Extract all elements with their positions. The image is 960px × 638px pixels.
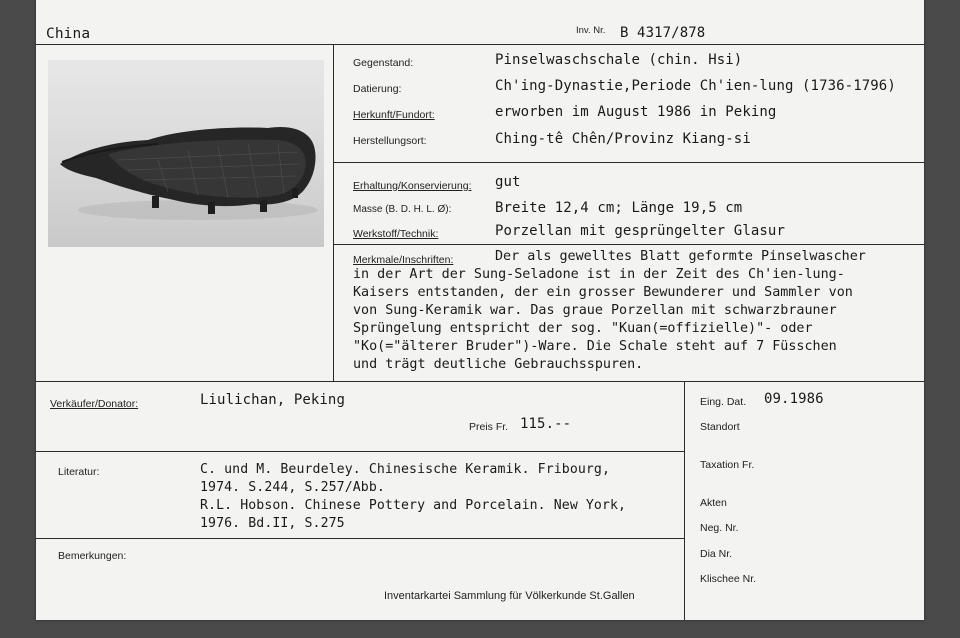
werkstoff-label: Werkstoff/Technik: bbox=[353, 228, 439, 240]
literatur-line: C. und M. Beurdeley. Chinesische Keramik. Fribourg, bbox=[200, 462, 611, 477]
erhaltung-value: gut bbox=[495, 174, 521, 190]
standort-label: Standort bbox=[700, 421, 740, 433]
eing-dat-value: 09.1986 bbox=[764, 391, 824, 407]
object-photo bbox=[48, 60, 324, 247]
dia-nr-label: Dia Nr. bbox=[700, 548, 733, 560]
gegenstand-value: Pinselwaschschale (chin. Hsi) bbox=[495, 52, 743, 68]
header-rule bbox=[36, 44, 924, 45]
neg-nr-label: Neg. Nr. bbox=[700, 522, 739, 534]
inv-nr-value: B 4317/878 bbox=[620, 25, 706, 41]
condition-rule bbox=[333, 244, 924, 245]
taxation-label: Taxation Fr. bbox=[700, 459, 755, 471]
herkunft-label: Herkunft/Fundort: bbox=[353, 109, 435, 121]
erhaltung-label: Erhaltung/Konservierung: bbox=[353, 180, 472, 192]
footer-institution: Inventarkartei Sammlung für Völkerkunde St.Gallen bbox=[384, 590, 635, 602]
masse-label: Masse (B. D. H. L. Ø): bbox=[353, 204, 452, 215]
eing-dat-label: Eing. Dat. bbox=[700, 396, 747, 408]
literatur-line: 1974. S.244, S.257/Abb. bbox=[200, 480, 385, 495]
literature-rule bbox=[36, 538, 684, 539]
merkmale-text bbox=[353, 248, 925, 374]
verkaeufer-label: Verkäufer/Donator: bbox=[50, 398, 139, 410]
brush-washer-image bbox=[48, 60, 324, 247]
herkunft-value: erworben im August 1986 in Peking bbox=[495, 104, 777, 120]
datierung-label: Datierung: bbox=[353, 83, 402, 95]
klischee-nr-label: Klischee Nr. bbox=[700, 573, 757, 585]
herstellungsort-value: Ching-tê Chên/Provinz Kiang-si bbox=[495, 131, 751, 147]
merkmale-line: und trägt deutliche Gebrauchsspuren. bbox=[353, 357, 644, 372]
literatur-label: Literatur: bbox=[58, 466, 100, 478]
gegenstand-label: Gegenstand: bbox=[353, 57, 414, 69]
bemerkungen-label: Bemerkungen: bbox=[58, 550, 127, 562]
merkmale-line: von Sung-Keramik war. Das graue Porzellan mit schwarzbrauner bbox=[353, 303, 837, 318]
herstellungsort-label: Herstellungsort: bbox=[353, 135, 427, 147]
object-rule bbox=[333, 162, 924, 163]
preis-label: Preis Fr. bbox=[469, 421, 509, 433]
literatur-line: R.L. Hobson. Chinese Pottery and Porcelain. New York, bbox=[200, 498, 627, 513]
inv-nr-label: Inv. Nr. bbox=[576, 25, 606, 36]
merkmale-line: Sprüngelung entspricht der sog. "Kuan(=offizielle)"- oder bbox=[353, 321, 813, 336]
details-rule bbox=[36, 381, 924, 382]
preis-value: 115.-- bbox=[520, 416, 572, 432]
inventory-card bbox=[36, 0, 924, 620]
photo-divider bbox=[333, 44, 334, 381]
merkmale-label: Merkmale/Inschriften: bbox=[353, 254, 454, 266]
datierung-value: Ch'ing-Dynastie,Periode Ch'ien-lung (1736-1796) bbox=[495, 78, 896, 94]
literatur-text bbox=[200, 461, 626, 533]
masse-value: Breite 12,4 cm; Länge 19,5 cm bbox=[495, 200, 743, 216]
admin-divider bbox=[684, 381, 685, 620]
acquisition-rule bbox=[36, 451, 684, 452]
akten-label: Akten bbox=[700, 497, 727, 509]
literatur-line: 1976. Bd.II, S.275 bbox=[200, 516, 345, 531]
merkmale-line: Der als gewelltes Blatt geformte Pinselwascher bbox=[495, 249, 866, 264]
merkmale-line: Kaisers entstanden, der ein grosser Bewunderer und Sammler von bbox=[353, 285, 853, 300]
werkstoff-value: Porzellan mit gesprüngelter Glasur bbox=[495, 223, 785, 239]
verkaeufer-value: Liulichan, Peking bbox=[200, 392, 345, 408]
merkmale-line: "Ko(="älterer Bruder")-Ware. Die Schale steht auf 7 Füsschen bbox=[353, 339, 837, 354]
region-label: China bbox=[46, 26, 91, 42]
merkmale-line: in der Art der Sung-Seladone ist in der Zeit des Ch'ien-lung- bbox=[353, 267, 845, 282]
